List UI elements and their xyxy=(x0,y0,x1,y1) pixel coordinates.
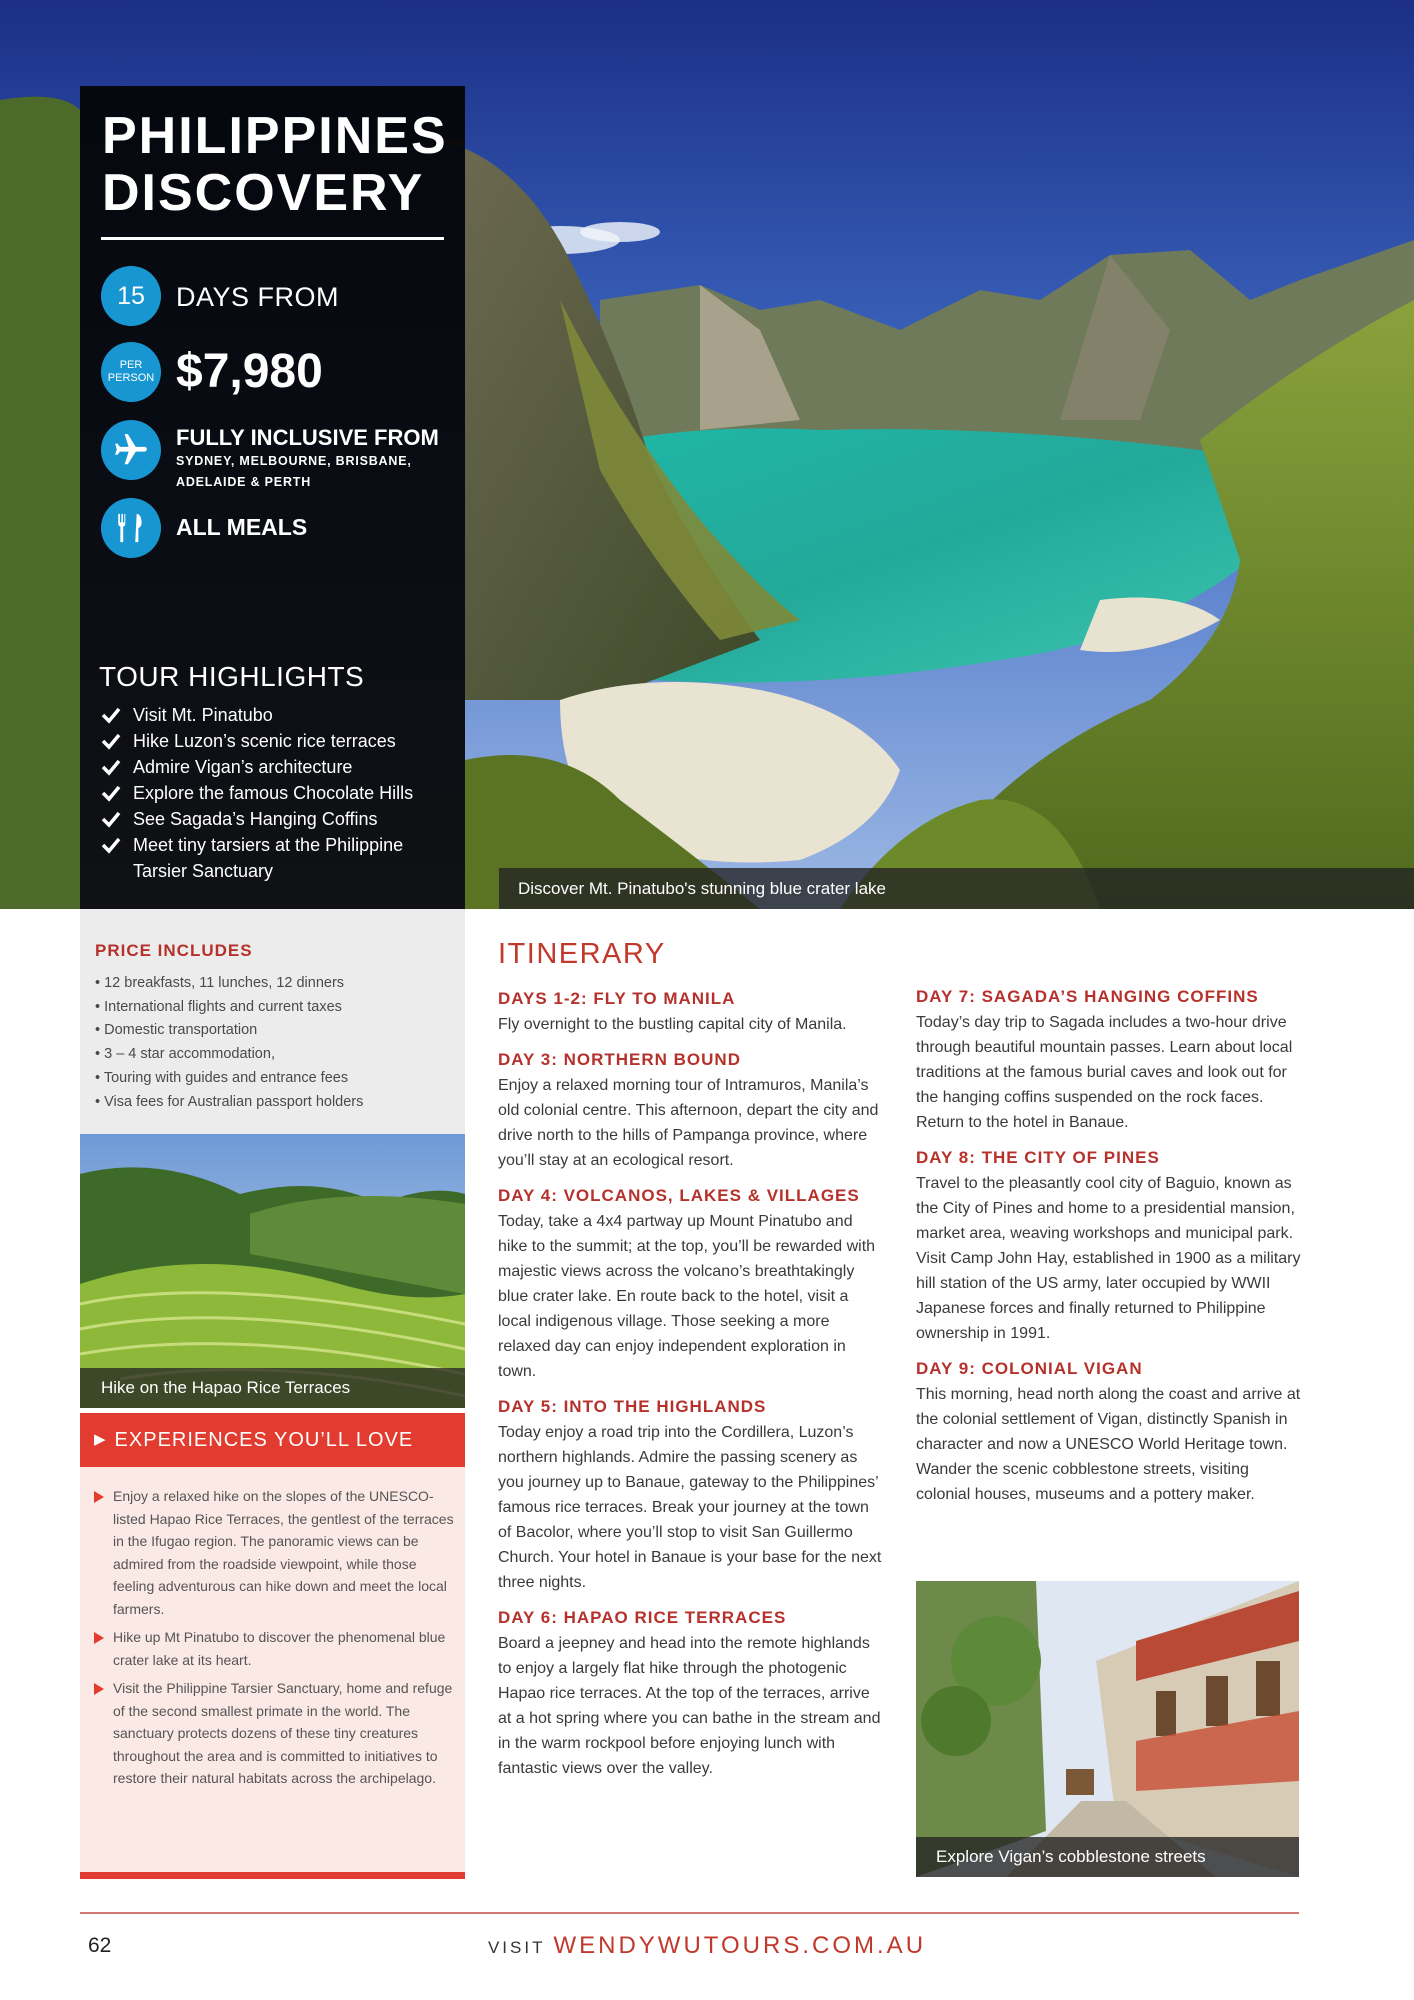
departure-cities-line-1: SYDNEY, MELBOURNE, BRISBANE, xyxy=(176,454,412,468)
per-person-line-2: PERSON xyxy=(107,372,155,384)
check-icon xyxy=(101,835,121,855)
experiences-title: EXPERIENCES YOU’LL LOVE xyxy=(114,1429,414,1451)
price-include-item: • 12 breakfasts, 11 lunches, 12 dinners xyxy=(95,975,345,991)
highlight-item: See Sagada’s Hanging Coffins xyxy=(101,806,451,832)
check-icon xyxy=(101,809,121,829)
day-heading: DAY 9: COLONIAL VIGAN xyxy=(916,1359,1143,1378)
day-description: Travel to the pleasantly cool city of Baguio, known as the City of Pines and home to a presidential mansion, market area, weaving workshops and municipal park. Visit Camp John Hay, established in 1900 as a military hill station of the US army, later occupied by WWII Japanese forces and finally returned to Philippine ownership in 1991. xyxy=(916,1175,1301,1342)
highlight-item: Explore the famous Chocolate Hills xyxy=(101,780,451,806)
tour-price: $7,980 xyxy=(176,345,323,398)
cutlery-icon xyxy=(101,498,161,558)
highlights-title: TOUR HIGHLIGHTS xyxy=(99,661,365,692)
day-description: Today, take a 4x4 partway up Mount Pinatubo and hike to the summit; at the top, you’ll be rewarded with majestic views across the volcano’s breathtakingly blue crater lake. En route back to the hotel, visit a local indigenous village. Those seeking a more relaxed day can enjoy independent exploration in town. xyxy=(498,1213,876,1380)
bullet-arrow-icon xyxy=(94,1683,104,1695)
day-heading: DAY 8: THE CITY OF PINES xyxy=(916,1148,1160,1167)
day-description: Board a jeepney and head into the remote highlands to enjoy a largely flat hike through the photogenic Hapao rice terraces. At the top of the terraces, arrive at a hot spring where you can bathe in the stream and in the warm rockpool before enjoying lunch with fantastic views over the valley. xyxy=(498,1635,881,1777)
highlights-list xyxy=(101,702,451,884)
price-includes-list xyxy=(95,972,363,1114)
footer-visit-label: VISIT xyxy=(487,1938,546,1957)
day-description: Today’s day trip to Sagada includes a two-hour drive through beautiful mountain passes. Learn about local traditions at the famous burial caves and look out for the hanging coffins suspended on the rock faces. Return to the hotel in Banaue. xyxy=(916,1014,1293,1131)
experiences-bottom-bar xyxy=(80,1872,465,1879)
vigan-street-photo xyxy=(916,1581,1299,1877)
day-description: Fly overnight to the bustling capital city of Manila. xyxy=(498,1016,847,1033)
page-number: 62 xyxy=(88,1934,112,1957)
days-badge: 15 xyxy=(101,266,161,326)
itinerary-column-2 xyxy=(916,986,1301,1519)
rice-terraces-caption: Hike on the Hapao Rice Terraces xyxy=(80,1368,465,1408)
per-person-badge xyxy=(101,342,161,402)
departure-cities-line-2: ADELAIDE & PERTH xyxy=(176,475,312,489)
vigan-caption: Explore Vigan’s cobblestone streets xyxy=(916,1837,1299,1877)
itinerary-day xyxy=(916,1147,1301,1346)
itinerary-day xyxy=(498,1185,883,1384)
price-includes-title: PRICE INCLUDES xyxy=(95,941,253,960)
day-heading: DAY 5: INTO THE HIGHLANDS xyxy=(498,1397,767,1416)
experience-item: Visit the Philippine Tarsier Sanctuary, home and refuge of the second smallest primate in the world. The sanctuary protects dozens of these tiny creatures throughout the area and is committed to initiatives to restore their natural habitats across the archipelago. xyxy=(94,1677,454,1790)
price-include-item: • International flights and current taxes xyxy=(95,998,342,1015)
highlight-item: Hike Luzon’s scenic rice terraces xyxy=(101,728,451,754)
hero-caption: Discover Mt. Pinatubo's stunning blue crater lake xyxy=(499,868,1414,909)
highlight-item: Visit Mt. Pinatubo xyxy=(101,702,451,728)
itinerary-day xyxy=(916,1358,1301,1507)
experiences-list xyxy=(94,1485,454,1796)
day-description: Today enjoy a road trip into the Cordillera, Luzon’s northern highlands. Admire the passing scenery as you journey up to Banaue, gateway to the Philippines’ famous rice terraces. Break your journey at the town of Bacolor, where you’ll stop to visit San Guillermo Church. Your hotel in Banaue is your base for the next three nights. xyxy=(498,1424,882,1591)
check-icon xyxy=(101,731,121,751)
rice-terraces-photo xyxy=(80,1134,465,1408)
bullet-arrow-icon xyxy=(94,1491,104,1503)
itinerary-day xyxy=(498,1049,883,1173)
bullet-arrow-icon xyxy=(94,1632,104,1644)
tour-title-line-2: DISCOVERY xyxy=(102,164,425,222)
experiences-banner xyxy=(80,1413,465,1467)
experience-item: Enjoy a relaxed hike on the slopes of the UNESCO-listed Hapao Rice Terraces, the gentlest of the terraces in the Ifugao region. The panoramic views can be admired from the roadside viewpoint, while those feeling adventurous can hike down and meet the local farmers. xyxy=(94,1485,454,1620)
itinerary-day xyxy=(498,1607,883,1781)
itinerary-day xyxy=(498,988,883,1037)
day-heading: DAY 4: VOLCANOS, LAKES & VILLAGES xyxy=(498,1186,860,1205)
inclusive-label: FULLY INCLUSIVE FROM xyxy=(176,425,439,450)
check-icon xyxy=(101,757,121,777)
day-heading: DAY 3: NORTHERN BOUND xyxy=(498,1050,741,1069)
day-description: Enjoy a relaxed morning tour of Intramuros, Manila’s old colonial centre. This afternoon, depart the city and drive north to the hills of Pampanga province, where you’ll stay at an ecological resort. xyxy=(498,1077,879,1169)
tour-info-panel xyxy=(80,86,465,909)
footer-website xyxy=(0,1932,1414,1960)
itinerary-day xyxy=(916,986,1301,1135)
vigan-street-illustration xyxy=(916,1581,1299,1877)
day-heading: DAY 6: HAPAO RICE TERRACES xyxy=(498,1608,787,1627)
day-heading: DAYS 1-2: FLY TO MANILA xyxy=(498,989,736,1008)
price-include-item: • 3 – 4 star accommodation, xyxy=(95,1046,275,1063)
price-include-item: • Touring with guides and entrance fees xyxy=(95,1069,349,1086)
check-icon xyxy=(101,783,121,803)
tour-title xyxy=(102,107,448,222)
days-from-label: DAYS FROM xyxy=(176,282,340,312)
plane-icon xyxy=(101,420,161,480)
check-icon xyxy=(101,705,121,725)
meals-label: ALL MEALS xyxy=(176,514,308,540)
per-person-line-1: PER xyxy=(119,359,143,371)
website-link[interactable]: WENDYWUTOURS.COM.AU xyxy=(553,1932,927,1959)
price-include-item: • Domestic transportation xyxy=(95,1022,258,1039)
itinerary-day xyxy=(498,1396,883,1595)
itinerary-title: ITINERARY xyxy=(498,938,666,970)
day-heading: DAY 7: SAGADA’S HANGING COFFINS xyxy=(916,987,1259,1006)
rice-terraces-illustration xyxy=(80,1134,465,1408)
tour-title-line-1: PHILIPPINES xyxy=(102,107,448,165)
price-include-item: • Visa fees for Australian passport holders xyxy=(95,1093,364,1110)
experience-item: Hike up Mt Pinatubo to discover the phenomenal blue crater lake at its heart. xyxy=(94,1626,454,1671)
day-description: This morning, head north along the coast and arrive at the colonial settlement of Vigan, distinctly Spanish in character and now a UNESCO World Heritage town. Wander the scenic cobblestone streets, visiting colonial houses, museums and a pottery maker. xyxy=(916,1386,1301,1503)
experiences-box xyxy=(80,1413,465,1878)
highlight-item: Admire Vigan’s architecture xyxy=(101,754,451,780)
itinerary-column-1 xyxy=(498,988,883,1793)
footer-divider xyxy=(80,1912,1299,1914)
price-includes-box xyxy=(80,909,465,1134)
title-divider xyxy=(101,237,444,240)
play-arrow-icon: ▶ xyxy=(94,1431,107,1448)
highlight-item: Meet tiny tarsiers at the Philippine Tarsier Sanctuary xyxy=(101,832,451,884)
